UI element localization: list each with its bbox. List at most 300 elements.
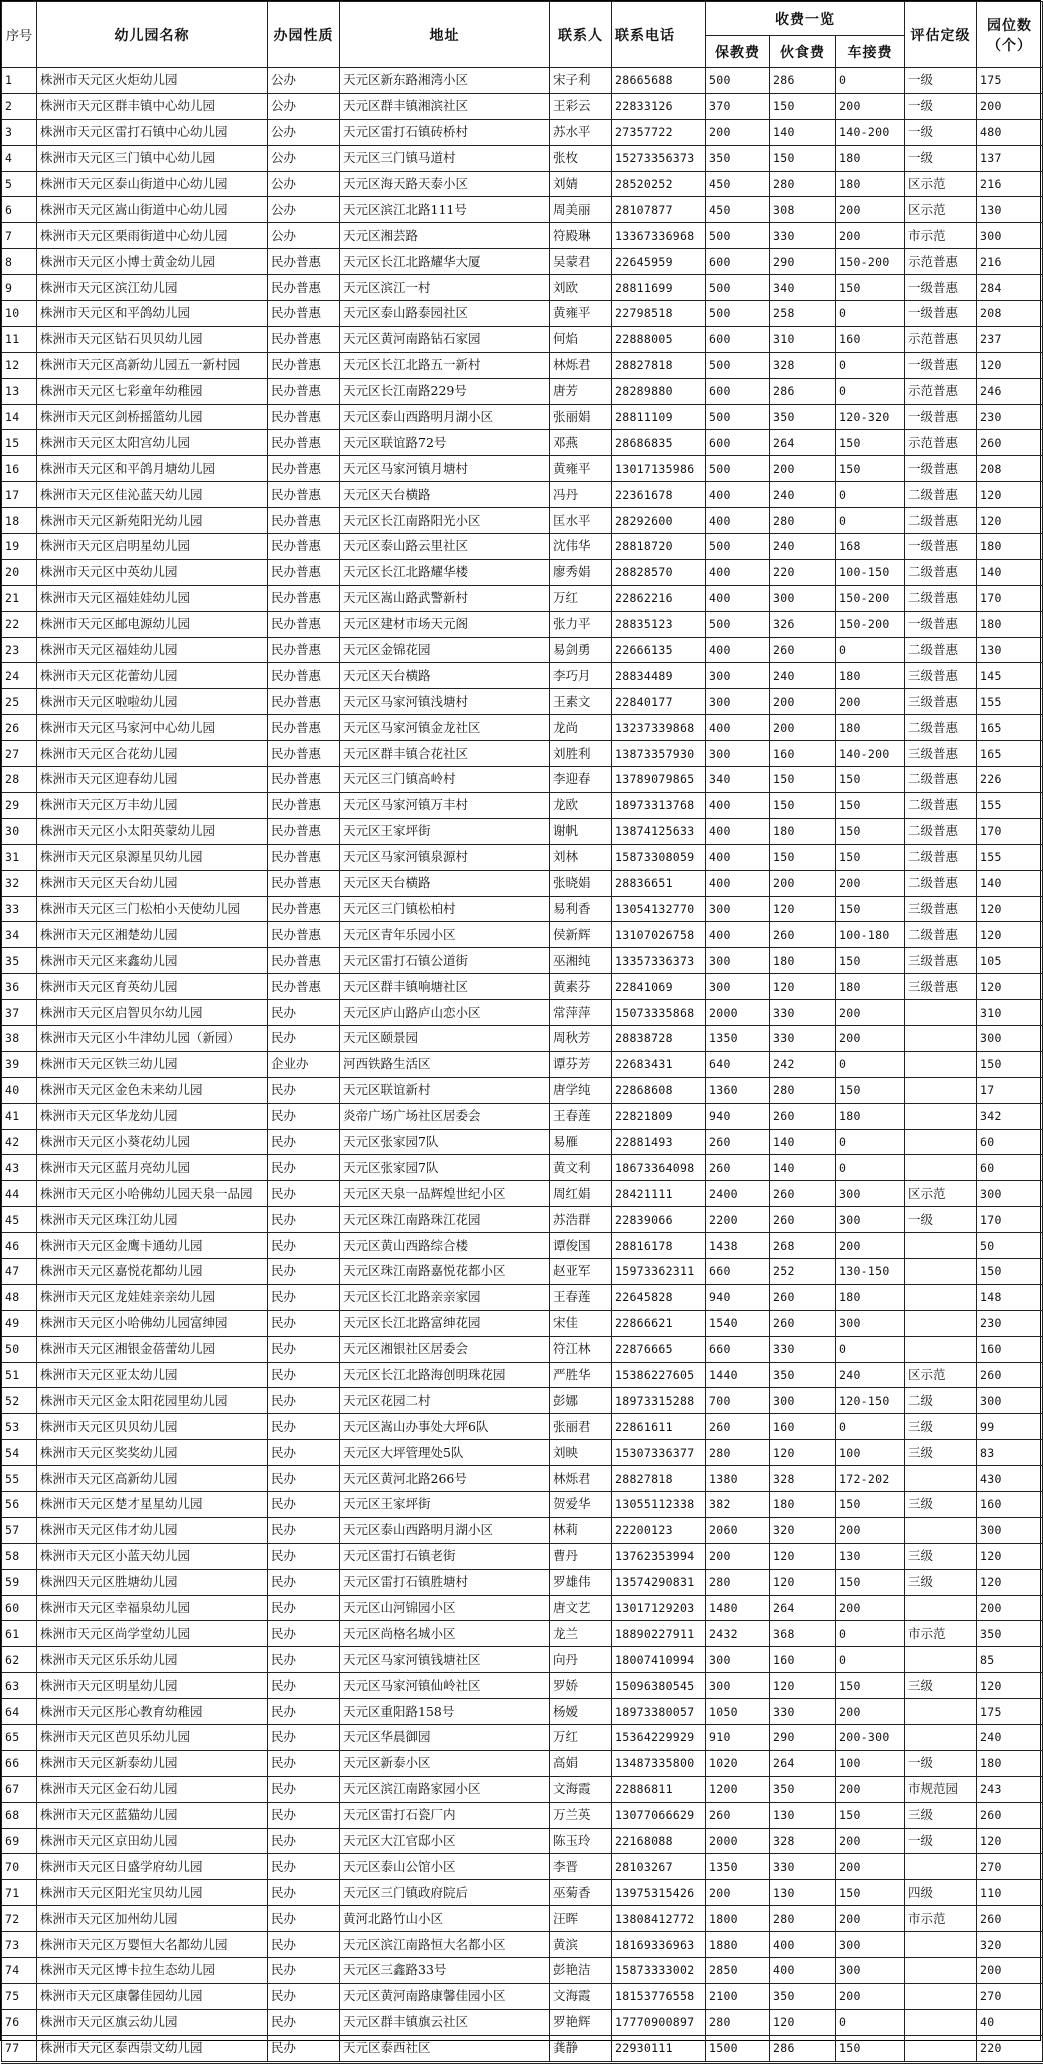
cell-fee-tuition: 400 [706, 818, 770, 844]
cell-contact: 张丽娟 [550, 404, 612, 430]
cell-seats: 17 [977, 1077, 1043, 1103]
cell-fee-bus: 100 [836, 1750, 905, 1776]
cell-name: 株洲市天元区金色未来幼儿园 [37, 1077, 268, 1103]
cell-name: 株洲市天元区湘银金蓓蕾幼儿园 [37, 1336, 268, 1362]
cell-fee-tuition: 1438 [706, 1233, 770, 1259]
cell-seats: 480 [977, 119, 1043, 145]
cell-fee-tuition: 2060 [706, 1517, 770, 1543]
cell-index: 61 [2, 1621, 37, 1647]
cell-grade: 一级 [905, 68, 977, 94]
cell-fee-tuition: 500 [706, 611, 770, 637]
cell-address: 天元区雷打石镇胜塘村 [340, 1569, 550, 1595]
cell-fee-bus: 150 [836, 2035, 905, 2062]
cell-seats: 246 [977, 378, 1043, 404]
cell-index: 36 [2, 974, 37, 1000]
cell-seats: 260 [977, 1362, 1043, 1388]
cell-seats: 145 [977, 663, 1043, 689]
cell-index: 74 [2, 1958, 37, 1984]
header-contact: 联系人 [550, 2, 612, 68]
cell-name: 株洲市天元区和平鸽月塘幼儿园 [37, 456, 268, 482]
cell-contact: 文海霞 [550, 1776, 612, 1802]
cell-fee-meal: 290 [770, 1725, 836, 1751]
cell-fee-meal: 330 [770, 1025, 836, 1051]
cell-fee-tuition: 600 [706, 378, 770, 404]
cell-address: 天元区海天路天泰小区 [340, 171, 550, 197]
cell-grade: 区示范 [905, 197, 977, 223]
cell-fee-meal: 120 [770, 1673, 836, 1699]
cell-fee-bus: 200 [836, 689, 905, 715]
cell-fee-meal: 140 [770, 1129, 836, 1155]
cell-contact: 苏浩群 [550, 1207, 612, 1233]
header-grade: 评估定级 [905, 2, 977, 68]
cell-nature: 民办 [268, 1336, 340, 1362]
cell-fee-meal: 260 [770, 1207, 836, 1233]
cell-nature: 民办 [268, 1828, 340, 1854]
cell-fee-bus: 0 [836, 378, 905, 404]
table-row [2, 585, 1043, 611]
cell-fee-bus: 200 [836, 1233, 905, 1259]
cell-fee-meal: 240 [770, 534, 836, 560]
cell-nature: 民办普惠 [268, 741, 340, 767]
cell-address: 炎帝广场广场社区居委会 [340, 1103, 550, 1129]
cell-name: 株洲市天元区福娃娃幼儿园 [37, 585, 268, 611]
cell-nature: 民办 [268, 1258, 340, 1284]
cell-phone: 22168088 [612, 1828, 706, 1854]
cell-nature: 民办普惠 [268, 792, 340, 818]
cell-grade [905, 1310, 977, 1336]
header-seats-line2: （个） [987, 37, 1033, 54]
cell-fee-tuition: 280 [706, 1440, 770, 1466]
cell-seats: 300 [977, 1181, 1043, 1207]
cell-contact: 杨嫒 [550, 1699, 612, 1725]
cell-fee-tuition: 300 [706, 1647, 770, 1673]
cell-nature: 民办 [268, 1077, 340, 1103]
cell-nature: 民办普惠 [268, 249, 340, 275]
cell-name: 株洲市天元区金鹰卡通幼儿园 [37, 1233, 268, 1259]
cell-fee-bus: 0 [836, 1051, 905, 1077]
cell-fee-tuition: 300 [706, 689, 770, 715]
cell-name: 株洲市天元区小太阳英蒙幼儿园 [37, 818, 268, 844]
table-row [2, 1517, 1043, 1543]
cell-nature: 民办 [268, 1725, 340, 1751]
cell-nature: 民办 [268, 1440, 340, 1466]
cell-contact: 林莉 [550, 1517, 612, 1543]
cell-fee-meal: 150 [770, 93, 836, 119]
table-row [2, 922, 1043, 948]
cell-fee-tuition: 300 [706, 896, 770, 922]
cell-address: 天元区雷打石镇砖桥村 [340, 119, 550, 145]
cell-seats: 208 [977, 456, 1043, 482]
cell-grade [905, 1233, 977, 1259]
cell-fee-bus: 100-180 [836, 922, 905, 948]
cell-nature: 民办普惠 [268, 275, 340, 301]
cell-grade [905, 1647, 977, 1673]
cell-contact: 张力平 [550, 611, 612, 637]
cell-name: 株洲市天元区剑桥摇篮幼儿园 [37, 404, 268, 430]
cell-fee-tuition: 1880 [706, 1932, 770, 1958]
cell-nature: 民办普惠 [268, 818, 340, 844]
cell-fee-meal: 290 [770, 249, 836, 275]
cell-contact: 匡水平 [550, 508, 612, 534]
cell-nature: 民办普惠 [268, 301, 340, 327]
cell-address: 黄河北路竹山小区 [340, 1906, 550, 1932]
cell-fee-meal: 308 [770, 197, 836, 223]
cell-contact: 苏水平 [550, 119, 612, 145]
cell-address: 天元区黄山西路综合楼 [340, 1233, 550, 1259]
cell-seats: 240 [977, 1725, 1043, 1751]
cell-fee-tuition: 400 [706, 482, 770, 508]
cell-address: 天元区嵩山路武警新村 [340, 585, 550, 611]
cell-phone: 13808412772 [612, 1906, 706, 1932]
cell-index: 20 [2, 559, 37, 585]
cell-grade [905, 1025, 977, 1051]
cell-phone: 18007410994 [612, 1647, 706, 1673]
cell-fee-tuition: 600 [706, 430, 770, 456]
cell-address: 天元区滨江南路家园小区 [340, 1776, 550, 1802]
cell-fee-tuition: 400 [706, 844, 770, 870]
cell-contact: 罗雄伟 [550, 1569, 612, 1595]
cell-index: 38 [2, 1025, 37, 1051]
cell-seats: 270 [977, 1983, 1043, 2009]
cell-grade: 一级 [905, 93, 977, 119]
cell-fee-tuition: 300 [706, 1673, 770, 1699]
cell-fee-bus: 0 [836, 1155, 905, 1181]
cell-fee-bus: 168 [836, 534, 905, 560]
cell-phone: 18153776558 [612, 1983, 706, 2009]
cell-address: 天元区泰山公馆小区 [340, 1854, 550, 1880]
table-row [2, 2035, 1043, 2062]
cell-contact: 周秋芳 [550, 1025, 612, 1051]
cell-phone: 15873308059 [612, 844, 706, 870]
cell-fee-tuition: 1440 [706, 1362, 770, 1388]
table-row [2, 1155, 1043, 1181]
cell-seats: 170 [977, 585, 1043, 611]
cell-fee-bus: 0 [836, 482, 905, 508]
table-row [2, 1388, 1043, 1414]
cell-index: 62 [2, 1647, 37, 1673]
cell-grade: 示范普惠 [905, 249, 977, 275]
table-row [2, 1983, 1043, 2009]
cell-contact: 巫湘纯 [550, 948, 612, 974]
cell-contact: 龚静 [550, 2035, 612, 2062]
cell-address: 天元区王家坪街 [340, 1491, 550, 1517]
cell-contact: 陈玉玲 [550, 1828, 612, 1854]
cell-name: 株洲市天元区马家河中心幼儿园 [37, 715, 268, 741]
cell-seats: 260 [977, 1802, 1043, 1828]
cell-address: 天元区泰山路泰园社区 [340, 301, 550, 327]
cell-contact: 易剑勇 [550, 637, 612, 663]
cell-address: 天元区华晨御园 [340, 1725, 550, 1751]
cell-fee-bus: 130-150 [836, 1258, 905, 1284]
cell-fee-meal: 140 [770, 119, 836, 145]
cell-seats: 140 [977, 870, 1043, 896]
cell-index: 53 [2, 1414, 37, 1440]
cell-grade [905, 1129, 977, 1155]
table-row [2, 896, 1043, 922]
cell-fee-meal: 350 [770, 1776, 836, 1802]
table-row [2, 1336, 1043, 1362]
cell-fee-tuition: 300 [706, 948, 770, 974]
cell-nature: 民办普惠 [268, 430, 340, 456]
cell-seats: 130 [977, 197, 1043, 223]
cell-name: 株洲市天元区钻石贝贝幼儿园 [37, 326, 268, 352]
cell-grade [905, 1077, 977, 1103]
cell-fee-meal: 120 [770, 974, 836, 1000]
cell-fee-tuition: 260 [706, 1155, 770, 1181]
cell-fee-tuition: 1380 [706, 1466, 770, 1492]
table-row [2, 2009, 1043, 2035]
cell-fee-meal: 286 [770, 68, 836, 94]
table-row [2, 1828, 1043, 1854]
cell-seats: 300 [977, 1517, 1043, 1543]
cell-contact: 唐芳 [550, 378, 612, 404]
cell-address: 天元区天台横路 [340, 870, 550, 896]
cell-address: 天元区大江官邸小区 [340, 1828, 550, 1854]
cell-nature: 民办普惠 [268, 456, 340, 482]
cell-fee-tuition: 200 [706, 119, 770, 145]
cell-fee-bus: 180 [836, 1103, 905, 1129]
cell-seats: 120 [977, 974, 1043, 1000]
cell-seats: 350 [977, 1621, 1043, 1647]
cell-name: 株洲市天元区楚才星星幼儿园 [37, 1491, 268, 1517]
cell-contact: 龙兰 [550, 1621, 612, 1647]
table-row [2, 1906, 1043, 1932]
table-row [2, 870, 1043, 896]
cell-fee-meal: 160 [770, 1414, 836, 1440]
cell-index: 69 [2, 1828, 37, 1854]
cell-name: 株洲市天元区奖奖幼儿园 [37, 1440, 268, 1466]
cell-fee-tuition: 300 [706, 663, 770, 689]
cell-nature: 公办 [268, 119, 340, 145]
cell-index: 3 [2, 119, 37, 145]
cell-nature: 公办 [268, 93, 340, 119]
cell-grade: 二级普惠 [905, 482, 977, 508]
cell-index: 11 [2, 326, 37, 352]
cell-address: 天元区群丰镇湘滨社区 [340, 93, 550, 119]
table-row [2, 93, 1043, 119]
cell-name: 株洲市天元区新苑阳光幼儿园 [37, 508, 268, 534]
cell-index: 8 [2, 249, 37, 275]
cell-index: 58 [2, 1543, 37, 1569]
cell-fee-meal: 200 [770, 870, 836, 896]
cell-index: 2 [2, 93, 37, 119]
table-row [2, 1854, 1043, 1880]
cell-index: 75 [2, 1983, 37, 2009]
cell-fee-bus: 0 [836, 1414, 905, 1440]
cell-phone: 15273356373 [612, 145, 706, 171]
cell-contact: 何焰 [550, 326, 612, 352]
cell-fee-tuition: 1200 [706, 1776, 770, 1802]
cell-address: 天元区马家河镇月塘村 [340, 456, 550, 482]
cell-phone: 15386227605 [612, 1362, 706, 1388]
table-row [2, 68, 1043, 94]
cell-grade: 二级普惠 [905, 637, 977, 663]
cell-nature: 民办普惠 [268, 482, 340, 508]
cell-fee-tuition: 660 [706, 1336, 770, 1362]
cell-name: 株洲市天元区明星幼儿园 [37, 1673, 268, 1699]
table-row [2, 1569, 1043, 1595]
cell-fee-tuition: 1540 [706, 1310, 770, 1336]
cell-address: 天元区湘银社区居委会 [340, 1336, 550, 1362]
cell-address: 天元区泰西社区 [340, 2035, 550, 2062]
table-row [2, 1725, 1043, 1751]
table-row [2, 1647, 1043, 1673]
cell-phone: 13054132770 [612, 896, 706, 922]
cell-fee-meal: 130 [770, 1880, 836, 1906]
table-row [2, 1051, 1043, 1077]
cell-fee-bus: 0 [836, 2009, 905, 2035]
cell-index: 25 [2, 689, 37, 715]
cell-nature: 民办 [268, 1233, 340, 1259]
cell-nature: 民办 [268, 1466, 340, 1492]
cell-phone: 28818720 [612, 534, 706, 560]
cell-phone: 17770900897 [612, 2009, 706, 2035]
cell-name: 株洲市天元区小葵花幼儿园 [37, 1129, 268, 1155]
cell-contact: 彭娜 [550, 1388, 612, 1414]
cell-seats: 40 [977, 2009, 1043, 2035]
cell-index: 39 [2, 1051, 37, 1077]
cell-contact: 谢帆 [550, 818, 612, 844]
table-row [2, 508, 1043, 534]
cell-phone: 27357722 [612, 119, 706, 145]
cell-index: 12 [2, 352, 37, 378]
cell-nature: 民办 [268, 1621, 340, 1647]
cell-nature: 公办 [268, 197, 340, 223]
cell-fee-meal: 300 [770, 1388, 836, 1414]
cell-fee-tuition: 400 [706, 870, 770, 896]
table-row [2, 197, 1043, 223]
cell-nature: 民办 [268, 1880, 340, 1906]
cell-index: 15 [2, 430, 37, 456]
cell-seats: 140 [977, 559, 1043, 585]
cell-contact: 龙欧 [550, 792, 612, 818]
cell-grade [905, 1517, 977, 1543]
cell-fee-bus: 0 [836, 1621, 905, 1647]
cell-seats: 105 [977, 948, 1043, 974]
cell-fee-meal: 200 [770, 456, 836, 482]
cell-grade [905, 1336, 977, 1362]
cell-seats: 165 [977, 741, 1043, 767]
cell-address: 天元区天台横路 [340, 482, 550, 508]
cell-fee-meal: 140 [770, 1155, 836, 1181]
cell-phone: 28289880 [612, 378, 706, 404]
cell-contact: 贺爱华 [550, 1491, 612, 1517]
cell-contact: 向丹 [550, 1647, 612, 1673]
cell-index: 67 [2, 1776, 37, 1802]
cell-nature: 民办普惠 [268, 559, 340, 585]
cell-index: 54 [2, 1440, 37, 1466]
cell-phone: 22862216 [612, 585, 706, 611]
cell-phone: 13789079865 [612, 767, 706, 793]
cell-fee-tuition: 400 [706, 792, 770, 818]
cell-grade: 区示范 [905, 171, 977, 197]
cell-seats: 208 [977, 301, 1043, 327]
cell-fee-bus: 300 [836, 1958, 905, 1984]
cell-address: 天元区滨江北路111号 [340, 197, 550, 223]
cell-fee-tuition: 500 [706, 534, 770, 560]
cell-index: 55 [2, 1466, 37, 1492]
cell-phone: 13077066629 [612, 1802, 706, 1828]
cell-fee-tuition: 2400 [706, 1181, 770, 1207]
cell-grade: 一级 [905, 1207, 977, 1233]
cell-index: 1 [2, 68, 37, 94]
cell-nature: 民办普惠 [268, 534, 340, 560]
cell-fee-meal: 260 [770, 637, 836, 663]
cell-phone: 28665688 [612, 68, 706, 94]
cell-seats: 150 [977, 1258, 1043, 1284]
cell-name: 株洲市天元区彤心教育幼稚园 [37, 1699, 268, 1725]
cell-address: 天元区群丰镇旗云社区 [340, 2009, 550, 2035]
cell-fee-bus: 300 [836, 1207, 905, 1233]
cell-fee-tuition: 1350 [706, 1854, 770, 1880]
cell-contact: 龙尚 [550, 715, 612, 741]
cell-seats: 200 [977, 1958, 1043, 1984]
cell-phone: 13487335800 [612, 1750, 706, 1776]
cell-index: 34 [2, 922, 37, 948]
cell-fee-meal: 120 [770, 1569, 836, 1595]
cell-index: 21 [2, 585, 37, 611]
table-row [2, 844, 1043, 870]
table-row [2, 326, 1043, 352]
cell-seats: 230 [977, 404, 1043, 430]
cell-contact: 易利香 [550, 896, 612, 922]
cell-phone: 22645828 [612, 1284, 706, 1310]
cell-index: 19 [2, 534, 37, 560]
cell-fee-tuition: 300 [706, 974, 770, 1000]
cell-name: 株洲市天元区小哈佛幼儿园天泉一品园 [37, 1181, 268, 1207]
cell-nature: 民办 [268, 1414, 340, 1440]
cell-address: 天元区马家河镇金龙社区 [340, 715, 550, 741]
cell-fee-tuition: 640 [706, 1051, 770, 1077]
cell-fee-meal: 120 [770, 1543, 836, 1569]
cell-grade: 一级普惠 [905, 611, 977, 637]
cell-nature: 民办 [268, 1983, 340, 2009]
cell-fee-meal: 330 [770, 223, 836, 249]
cell-name: 株洲市天元区火炬幼儿园 [37, 68, 268, 94]
cell-fee-meal: 130 [770, 1802, 836, 1828]
cell-fee-tuition: 280 [706, 1569, 770, 1595]
cell-grade: 二级普惠 [905, 767, 977, 793]
cell-grade: 三级 [905, 1440, 977, 1466]
cell-index: 63 [2, 1673, 37, 1699]
cell-grade [905, 1932, 977, 1958]
cell-grade [905, 1983, 977, 2009]
cell-grade: 三级 [905, 1673, 977, 1699]
cell-grade [905, 1155, 977, 1181]
cell-contact: 谭芬芳 [550, 1051, 612, 1077]
cell-contact: 彭艳洁 [550, 1958, 612, 1984]
cell-nature: 民办 [268, 1491, 340, 1517]
table-row [2, 171, 1043, 197]
cell-grade: 二级普惠 [905, 508, 977, 534]
cell-address: 天元区长江北路耀华楼 [340, 559, 550, 585]
cell-address: 天元区群丰镇响塘社区 [340, 974, 550, 1000]
cell-fee-meal: 260 [770, 1181, 836, 1207]
table-row [2, 715, 1043, 741]
cell-name: 株洲市天元区蓝月亮幼儿园 [37, 1155, 268, 1181]
cell-phone: 18973380057 [612, 1699, 706, 1725]
table-row [2, 1284, 1043, 1310]
cell-fee-tuition: 1050 [706, 1699, 770, 1725]
cell-fee-tuition: 500 [706, 456, 770, 482]
cell-fee-meal: 330 [770, 1000, 836, 1026]
cell-address: 天元区尚格名城小区 [340, 1621, 550, 1647]
cell-contact: 王彩云 [550, 93, 612, 119]
cell-phone: 28828570 [612, 559, 706, 585]
cell-fee-bus: 0 [836, 1336, 905, 1362]
cell-fee-tuition: 500 [706, 352, 770, 378]
cell-contact: 唐学纯 [550, 1077, 612, 1103]
